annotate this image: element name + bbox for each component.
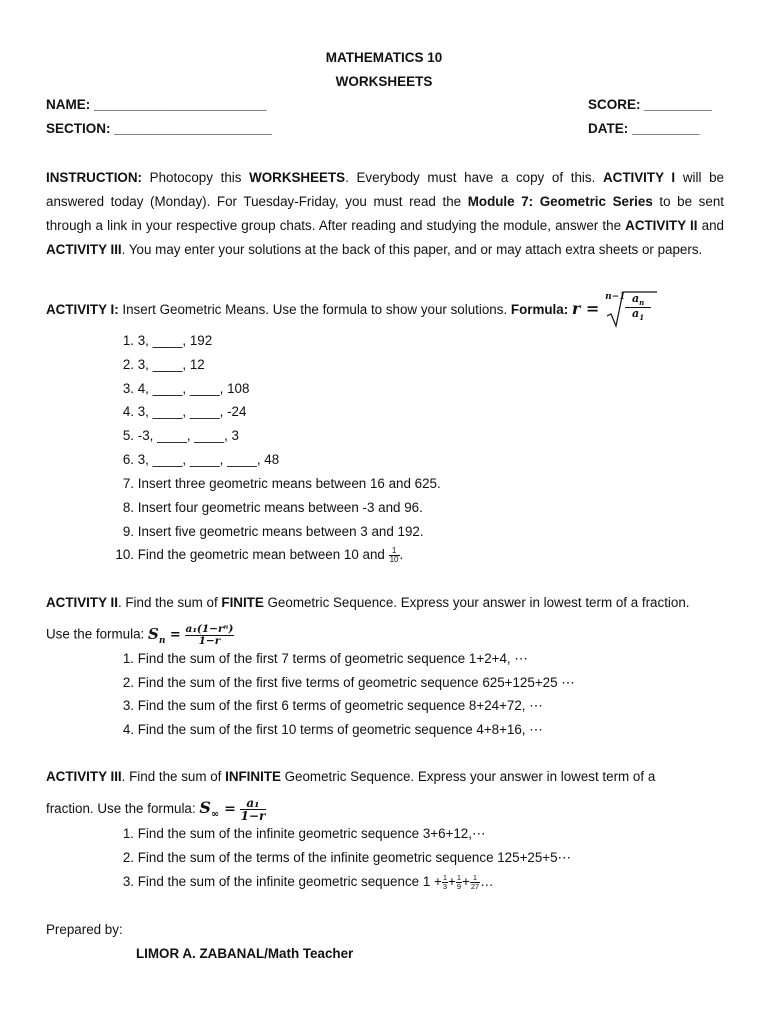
sum-infinite-lhs: [199, 798, 220, 821]
activity3-text: . Find the sum of: [121, 769, 226, 784]
instruction-text: . Everybody must have a copy of this.: [345, 170, 603, 185]
instruction-bold: Module 7: Geometric Series: [467, 194, 653, 209]
formula-equals: =: [165, 627, 181, 643]
item-text: Find the sum of the infinite geometric sequence 3+6+12,⋯: [137, 826, 486, 841]
item-text: Find the sum of the first 10 terms of geometric sequence 4+8+16, ⋯: [137, 722, 543, 737]
fraction-den: 1−r: [240, 809, 266, 823]
item-number: 4.: [122, 722, 134, 737]
formula-s-sub: n: [158, 635, 166, 646]
prepared-by-label: Prepared by:: [46, 922, 123, 937]
item-text: Find the sum of the first five terms of geometric sequence 625+125+25 ⋯: [137, 675, 575, 690]
name-field: NAME: _______________________: [46, 97, 267, 112]
item-text: -3, ____, ____, 3: [137, 428, 239, 443]
fraction-den: 27: [470, 881, 480, 891]
root-den: a: [632, 306, 640, 320]
item-number: 10.: [115, 547, 134, 563]
item-text: 3, ____, ____, -24: [137, 404, 247, 419]
list-item: [111, 675, 575, 691]
item-number: 1.: [122, 651, 134, 666]
formula-s-sub: ∞: [210, 809, 220, 821]
activity2-text: Use the formula:: [46, 626, 148, 642]
activity2-label: ACTIVITY II: [46, 595, 118, 610]
activity2-text: Geometric Sequence. Express your answer in lowest term of a fraction.: [263, 595, 690, 610]
activity3-formula-line: [46, 797, 724, 822]
fraction-one-tenth: [389, 547, 400, 564]
date-field: DATE: _________: [588, 121, 700, 136]
formula-equals: =: [219, 801, 236, 818]
formula-s: S: [199, 798, 211, 818]
instruction-text: Photocopy this: [141, 170, 250, 185]
sum-finite-lhs: [147, 624, 166, 646]
item-number: 3.: [122, 698, 134, 713]
list-item: [111, 476, 441, 491]
root-den-sub: 1: [639, 312, 645, 322]
root-fraction: [625, 293, 651, 320]
item-text: Find the geometric mean between 10 and: [137, 547, 389, 563]
fraction-den: 3: [442, 881, 447, 891]
series-term: 1 +: [422, 874, 442, 889]
activity1-text: Insert Geometric Means. Use the formula to show your solutions.: [118, 302, 511, 317]
item-text: Find the sum of the infinite geometric sequence: [137, 874, 423, 889]
item-number: 1.: [122, 333, 134, 348]
list-item: [111, 698, 543, 714]
list-item: [111, 428, 239, 443]
list-item: [111, 547, 403, 564]
list-item: [111, 404, 246, 419]
formula-r-lhs: r =: [571, 299, 600, 318]
item-text: Find the sum of the first 7 terms of geometric sequence 1+2+4, ⋯: [137, 651, 528, 666]
instruction-paragraph: [46, 166, 724, 262]
item-text: 4, ____, ____, 108: [137, 381, 250, 396]
item-text: Insert five geometric means between 3 and 192.: [137, 524, 424, 539]
item-text: 3, ____, 12: [137, 357, 205, 372]
activity3-text: fraction. Use the formula:: [46, 801, 200, 817]
instruction-bold: ACTIVITY I: [603, 170, 676, 185]
instruction-lead: INSTRUCTION:: [46, 170, 142, 185]
item-text: 3, ____, ____, ____, 48: [137, 452, 280, 467]
list-item: [111, 874, 494, 890]
item-number: 2.: [122, 357, 134, 372]
root-index: n−1: [605, 292, 626, 303]
instruction-text: to be sent through a link in your respective group chats. After reading and studying the module, answer the: [46, 194, 724, 233]
fraction-den: 9: [456, 881, 461, 891]
item-number: 5.: [122, 428, 134, 443]
item-text: Find the sum of the first 6 terms of geometric sequence 8+24+72, ⋯: [137, 698, 543, 713]
item-number: 3.: [122, 874, 134, 889]
fraction-den: 10: [389, 555, 399, 564]
item-text: Insert four geometric means between -3 and 96.: [137, 500, 423, 515]
item-end: .: [399, 547, 404, 563]
item-number: 6.: [122, 452, 134, 467]
item-text: 3, ____, 192: [137, 333, 213, 348]
item-number: 7.: [122, 476, 134, 491]
list-item: [111, 357, 205, 372]
activity2-bold: FINITE: [221, 595, 264, 610]
list-item: [111, 524, 424, 539]
item-number: 2.: [122, 675, 134, 690]
item-number: 2.: [122, 850, 134, 865]
activity1-label: ACTIVITY I:: [46, 302, 119, 317]
fraction-num: 1: [389, 547, 400, 556]
nth-root-formula: [603, 292, 659, 322]
page-title: MATHEMATICS 10: [325, 50, 443, 65]
list-item: [111, 500, 423, 515]
list-item: [111, 651, 528, 667]
item-number: 9.: [122, 524, 134, 539]
list-item: [111, 722, 543, 738]
list-item: [111, 452, 279, 467]
fraction-den: 1−r: [198, 634, 221, 647]
activity3-text: Geometric Sequence. Express your answer in lowest term of a: [280, 769, 656, 784]
activity3-heading: [46, 769, 724, 784]
activity2-formula-line: [46, 624, 724, 646]
page-subtitle: WORKSHEETS: [335, 74, 433, 89]
sum-finite-fraction: [185, 624, 235, 646]
root-num: a: [631, 292, 640, 306]
score-field: SCORE: _________: [588, 97, 712, 112]
series-plus: +: [462, 874, 470, 889]
activity2-text: . Find the sum of: [117, 595, 222, 610]
activity3-bold: INFINITE: [225, 769, 281, 784]
item-text: Insert three geometric means between 16 and 625.: [137, 476, 441, 491]
series-ellipsis: …: [480, 874, 494, 889]
list-item: [111, 333, 212, 348]
sum-infinite-fraction: [240, 797, 267, 822]
instruction-text: and: [697, 218, 724, 233]
instruction-text: . You may enter your solutions at the back of this paper, and or may attach extra sheets or papers.: [121, 242, 703, 257]
activity3-label: ACTIVITY III: [46, 769, 122, 784]
root-num-sub: n: [639, 298, 645, 308]
instruction-bold: ACTIVITY II: [625, 218, 698, 233]
series-plus: +: [448, 874, 456, 889]
item-number: 4.: [122, 404, 134, 419]
list-item: [111, 381, 249, 396]
item-number: 3.: [122, 381, 134, 396]
instruction-text: will be answered today (Monday). For Tuesday-Friday, you must read the: [46, 170, 724, 209]
item-number: 1.: [122, 826, 134, 841]
author-name: LIMOR A. ZABANAL/Math Teacher: [136, 946, 354, 961]
fraction-num: 1: [456, 873, 461, 883]
formula-s: S: [147, 624, 159, 643]
list-item: [111, 826, 485, 842]
section-field: SECTION: _____________________: [46, 121, 272, 136]
fraction-num: 1: [470, 874, 480, 883]
item-number: 8.: [122, 500, 134, 515]
fraction-num: a₁(1−rⁿ): [185, 623, 234, 635]
activity1-heading: [46, 292, 724, 322]
list-item: [111, 850, 571, 866]
instruction-bold: ACTIVITY III: [46, 242, 122, 257]
fraction-num: a₁: [240, 797, 267, 810]
activity2-heading: [46, 595, 724, 610]
instruction-bold: WORKSHEETS: [249, 170, 346, 185]
formula-label: Formula:: [510, 302, 569, 317]
item-text: Find the sum of the terms of the infinite geometric sequence 125+25+5⋯: [137, 850, 571, 865]
fraction-num: 1: [442, 873, 447, 883]
fraction-twenty-seventh: [470, 874, 480, 890]
